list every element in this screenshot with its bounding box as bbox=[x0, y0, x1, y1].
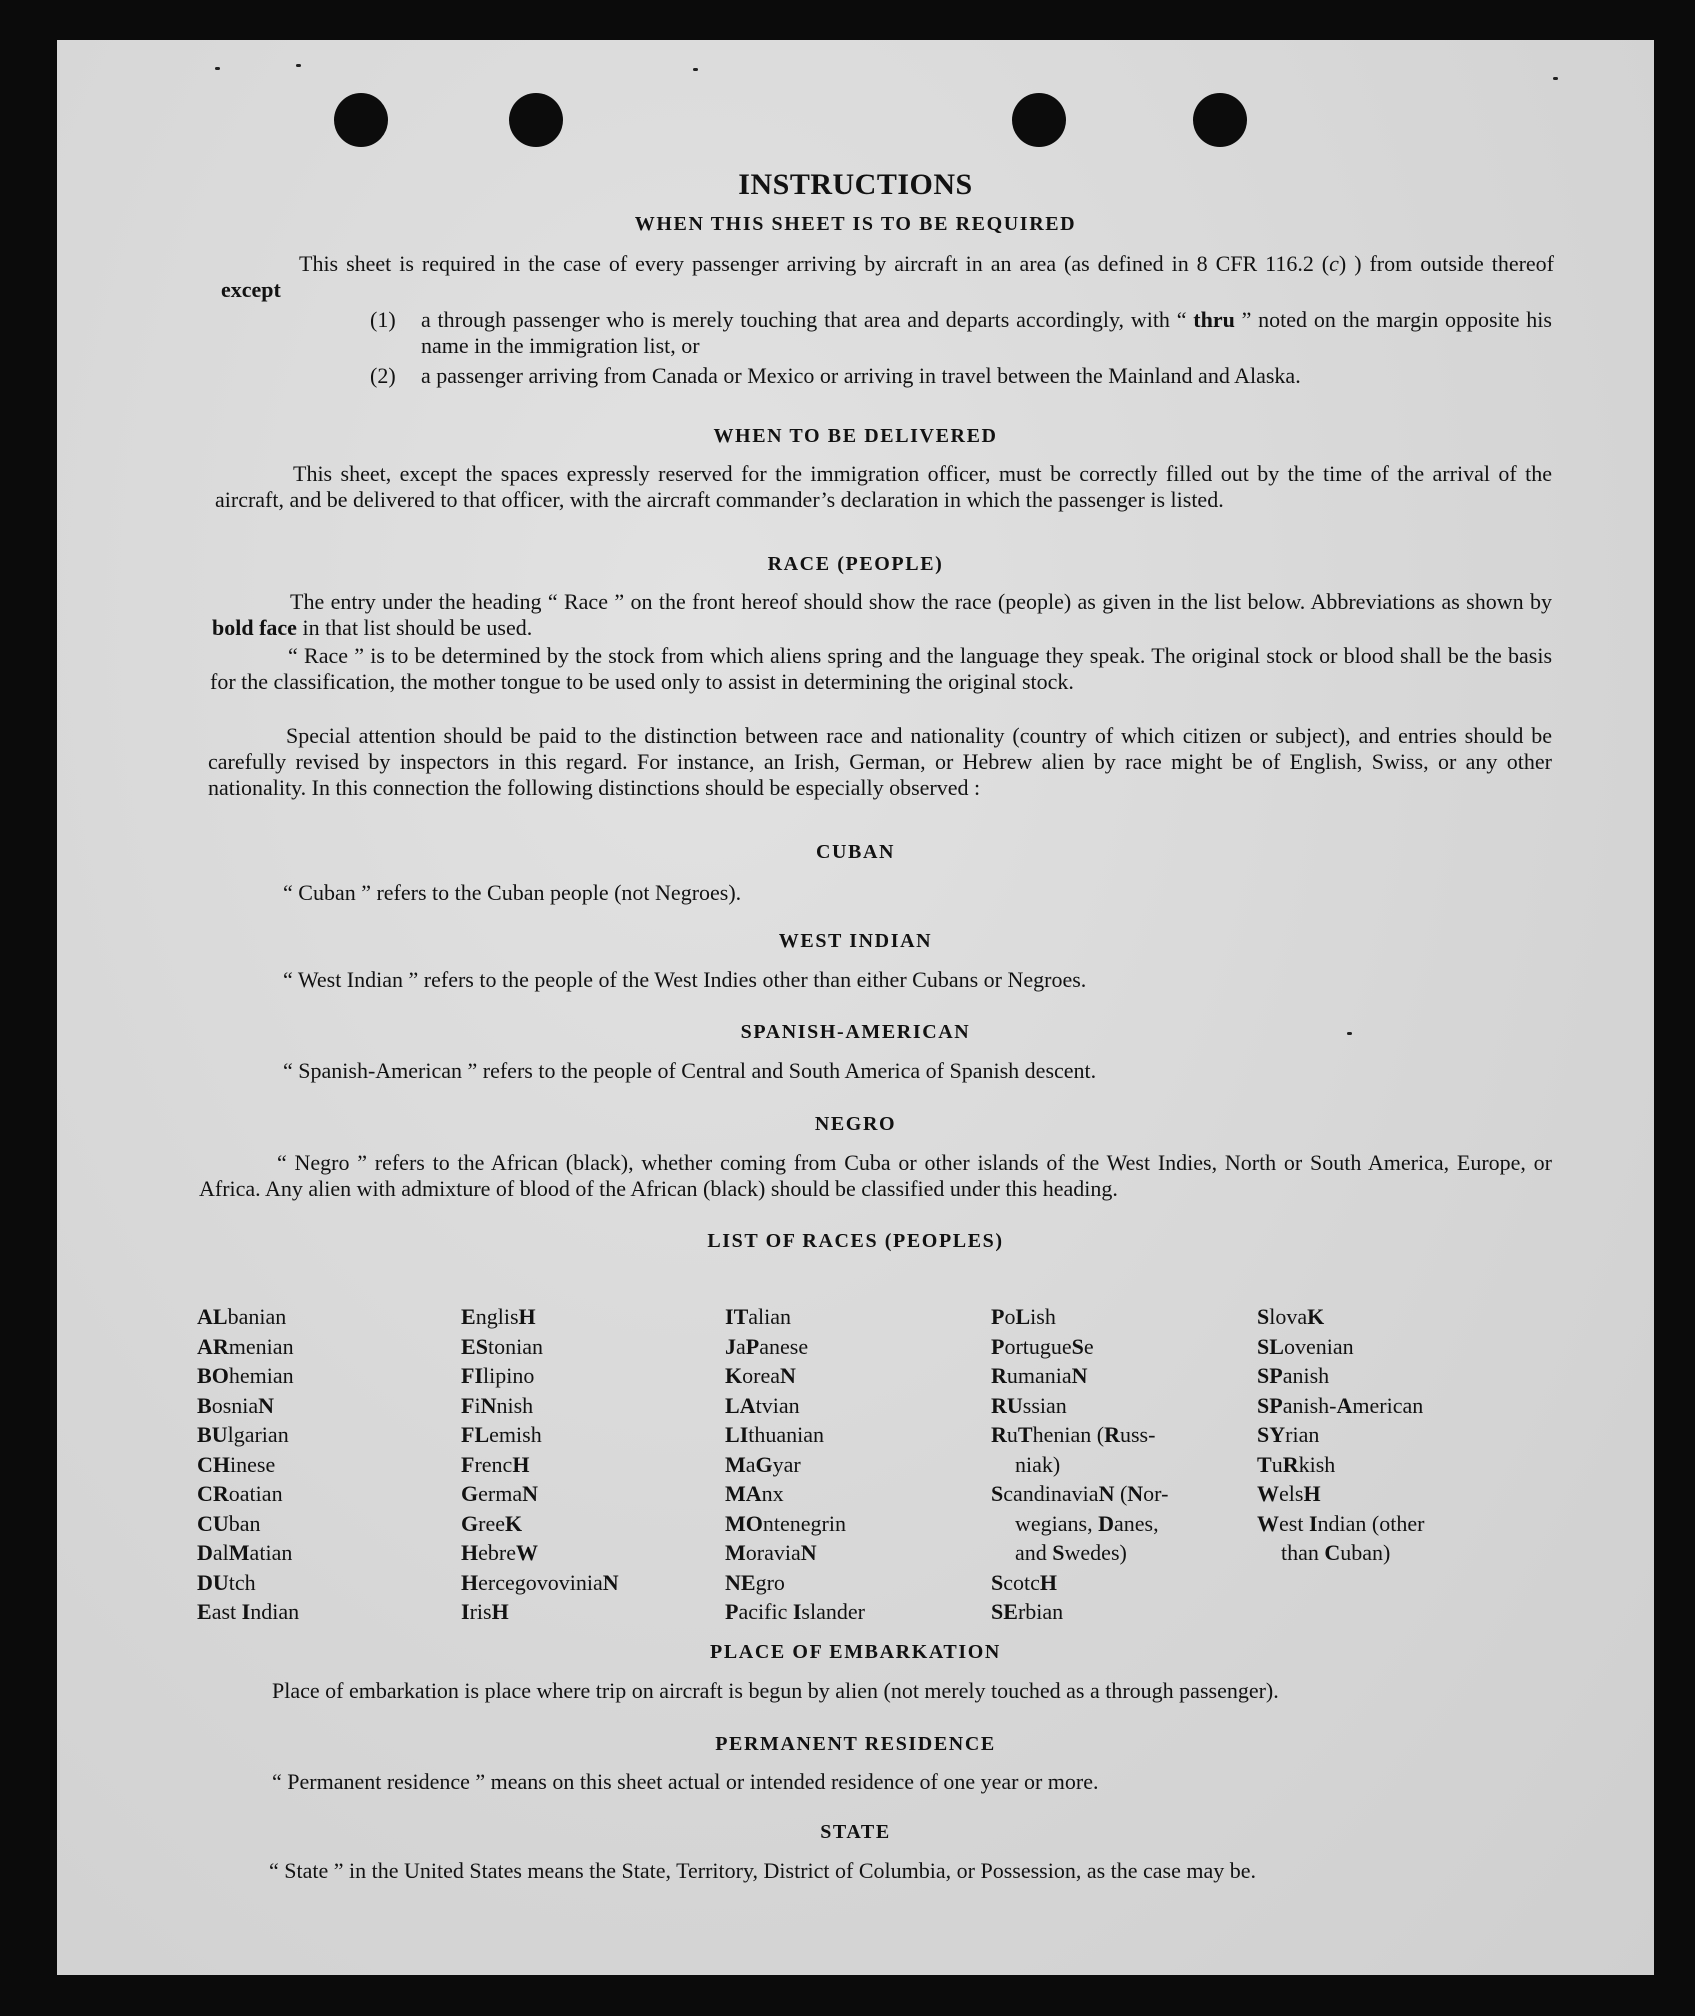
race-item: SErbian bbox=[991, 1599, 1064, 1624]
race-item: West Indian (other bbox=[1257, 1510, 1425, 1536]
race-item: LIthuanian bbox=[725, 1422, 825, 1447]
race-item-continued: and Swedes) bbox=[1015, 1540, 1127, 1565]
race-item: BUlgarian bbox=[197, 1422, 289, 1447]
race-item: SPanish-American bbox=[1257, 1392, 1424, 1418]
speck bbox=[215, 67, 220, 70]
race-item: IrisH bbox=[461, 1599, 509, 1624]
race-item: JaPanese bbox=[725, 1333, 809, 1359]
para-race-2: “ Race ” is to be determined by the stock from which aliens spring and the language they speak. The original stock or blood shall be the basis for the classification, the mother tongue to be used only to assist in determining the original stock. bbox=[210, 643, 1552, 694]
punch-hole bbox=[1193, 93, 1247, 147]
item-2-number: (2) bbox=[370, 363, 396, 388]
race-item: ScotcH bbox=[991, 1569, 1058, 1595]
races-column-1 bbox=[197, 1302, 299, 1627]
race-item: EnglisH bbox=[461, 1304, 536, 1329]
races-column-2 bbox=[461, 1302, 619, 1627]
races-column-5 bbox=[1257, 1302, 1424, 1568]
race-item: Pacific Islander bbox=[725, 1599, 865, 1624]
para-when-required: This sheet is required in the case of every passenger arriving by aircraft in an area (as defined in 8 CFR 116.2 (c) ) from outside thereof except bbox=[221, 251, 1555, 302]
heading-permanent-residence: PERMANENT RESIDENCE bbox=[715, 1733, 996, 1755]
race-item: CHinese bbox=[197, 1451, 276, 1477]
punch-hole bbox=[1012, 93, 1066, 147]
race-item: SYrian bbox=[1257, 1422, 1320, 1447]
race-item: CRoatian bbox=[197, 1481, 283, 1506]
race-item: HebreW bbox=[461, 1540, 538, 1565]
race-item: FLemish bbox=[461, 1422, 542, 1447]
speck bbox=[1553, 77, 1558, 80]
race-item: SlovaK bbox=[1257, 1304, 1325, 1329]
item-1-number: (1) bbox=[370, 307, 396, 332]
heading-west-indian: WEST INDIAN bbox=[778, 930, 933, 952]
race-item: BOhemian bbox=[197, 1363, 294, 1388]
race-item: RuThenian (Russ- bbox=[991, 1422, 1156, 1447]
race-item: TuRkish bbox=[1257, 1451, 1336, 1477]
race-item: MaGyar bbox=[725, 1451, 801, 1477]
para-race-3: Special attention should be paid to the distinction between race and nationality (country of which citizen or subject), and entries should be carefully revised by inspectors in this regard. For instance, an Irish, German, or Hebrew alien by race might be of English, Swiss, or any other nationality. In this connection the following distinctions should be especially observed : bbox=[208, 723, 1552, 800]
race-item: HercegovoviniaN bbox=[461, 1569, 619, 1595]
race-item: FIlipino bbox=[461, 1363, 535, 1388]
race-item: FrencH bbox=[461, 1451, 530, 1477]
race-item: EStonian bbox=[461, 1333, 543, 1359]
race-item-continued: niak) bbox=[1015, 1451, 1061, 1477]
form-sheet bbox=[57, 40, 1654, 1975]
race-item: ARmenian bbox=[197, 1333, 294, 1359]
para-cuban: “ Cuban ” refers to the Cuban people (not Negroes). bbox=[283, 880, 742, 905]
race-item: PortugueSe bbox=[991, 1333, 1094, 1359]
speck bbox=[693, 68, 698, 71]
race-item: SLovenian bbox=[1257, 1333, 1354, 1359]
race-item: KoreaN bbox=[725, 1363, 796, 1388]
races-column-4 bbox=[991, 1302, 1168, 1627]
heading-negro: NEGRO bbox=[814, 1113, 897, 1135]
para-race-1: The entry under the heading “ Race ” on the front hereof should show the race (people) as given in the list below. Abbreviations as shown by bold face in that list should be used. bbox=[212, 589, 1552, 640]
race-item: MoraviaN bbox=[725, 1540, 817, 1565]
race-item: DalMatian bbox=[197, 1540, 293, 1565]
race-item-continued: than Cuban) bbox=[1281, 1540, 1391, 1565]
page-title: INSTRUCTIONS bbox=[738, 168, 973, 201]
para-west-indian: “ West Indian ” refers to the people of the West Indies other than either Cubans or Negroes. bbox=[283, 967, 1087, 992]
para-embarkation: Place of embarkation is place where trip on aircraft is begun by alien (not merely touched as a through passenger). bbox=[272, 1678, 1279, 1703]
races-column-3 bbox=[725, 1302, 865, 1627]
heading-when-delivered: WHEN TO BE DELIVERED bbox=[713, 425, 998, 447]
para-when-delivered: This sheet, except the spaces expressly reserved for the immigration officer, must be correctly filled out by the time of the arrival of the aircraft, and be delivered to that officer, with the aircraft commander’s declaration in which the passenger is listed. bbox=[215, 461, 1552, 512]
race-item: RumaniaN bbox=[991, 1363, 1088, 1388]
item-2-text: a passenger arriving from Canada or Mexico or arriving in travel between the Mainland and Alaska. bbox=[421, 363, 1301, 388]
heading-race: RACE (PEOPLE) bbox=[767, 553, 944, 575]
race-item: WelsH bbox=[1257, 1481, 1321, 1506]
race-item: BosniaN bbox=[197, 1392, 275, 1418]
race-item: DUtch bbox=[197, 1569, 256, 1595]
race-item: LAtvian bbox=[725, 1392, 800, 1418]
heading-state: STATE bbox=[820, 1821, 891, 1843]
race-item: RUssian bbox=[991, 1392, 1067, 1418]
race-item: SPanish bbox=[1257, 1363, 1330, 1388]
para-spanish-american: “ Spanish-American ” refers to the people of Central and South America of Spanish descent. bbox=[283, 1058, 1097, 1083]
race-item: GreeK bbox=[461, 1510, 523, 1536]
race-item: ScandinaviaN (Nor- bbox=[991, 1481, 1169, 1506]
race-item: East Indian bbox=[197, 1599, 300, 1624]
race-item: NEgro bbox=[725, 1569, 785, 1595]
heading-cuban: CUBAN bbox=[815, 841, 896, 863]
para-negro: “ Negro ” refers to the African (black), whether coming from Cuba or other islands of the West Indies, North or South America, Europe, or Africa. Any alien with admixture of blood of the African (black) should be classified under this heading. bbox=[199, 1150, 1552, 1201]
heading-spanish-american: SPANISH-AMERICAN bbox=[740, 1021, 971, 1043]
speck bbox=[296, 64, 301, 67]
race-item: ITalian bbox=[725, 1304, 792, 1329]
para-permanent-residence: “ Permanent residence ” means on this sheet actual or intended residence of one year or more. bbox=[272, 1769, 1099, 1794]
heading-when-required: WHEN THIS SHEET IS TO BE REQUIRED bbox=[634, 213, 1077, 235]
heading-list-of-races: LIST OF RACES (PEOPLES) bbox=[707, 1230, 1004, 1252]
para-state: “ State ” in the United States means the State, Territory, District of Columbia, or Possession, as the case may be. bbox=[269, 1858, 1257, 1883]
heading-embarkation: PLACE OF EMBARKATION bbox=[710, 1641, 1001, 1663]
race-item: MOntenegrin bbox=[725, 1510, 846, 1536]
item-1-text: a through passenger who is merely touching that area and departs accordingly, with “ thru ” noted on the margin opposite his name in the immigration list, or bbox=[421, 307, 1552, 358]
punch-hole bbox=[509, 93, 563, 147]
race-item: MAnx bbox=[725, 1481, 784, 1506]
race-item: CUban bbox=[197, 1510, 261, 1536]
race-item: PoLish bbox=[991, 1304, 1056, 1329]
race-item: FiNnish bbox=[461, 1392, 534, 1418]
race-item: GermaN bbox=[461, 1481, 538, 1506]
race-item: ALbanian bbox=[197, 1304, 287, 1329]
race-item-continued: wegians, Danes, bbox=[1015, 1510, 1159, 1536]
punch-hole bbox=[334, 93, 388, 147]
